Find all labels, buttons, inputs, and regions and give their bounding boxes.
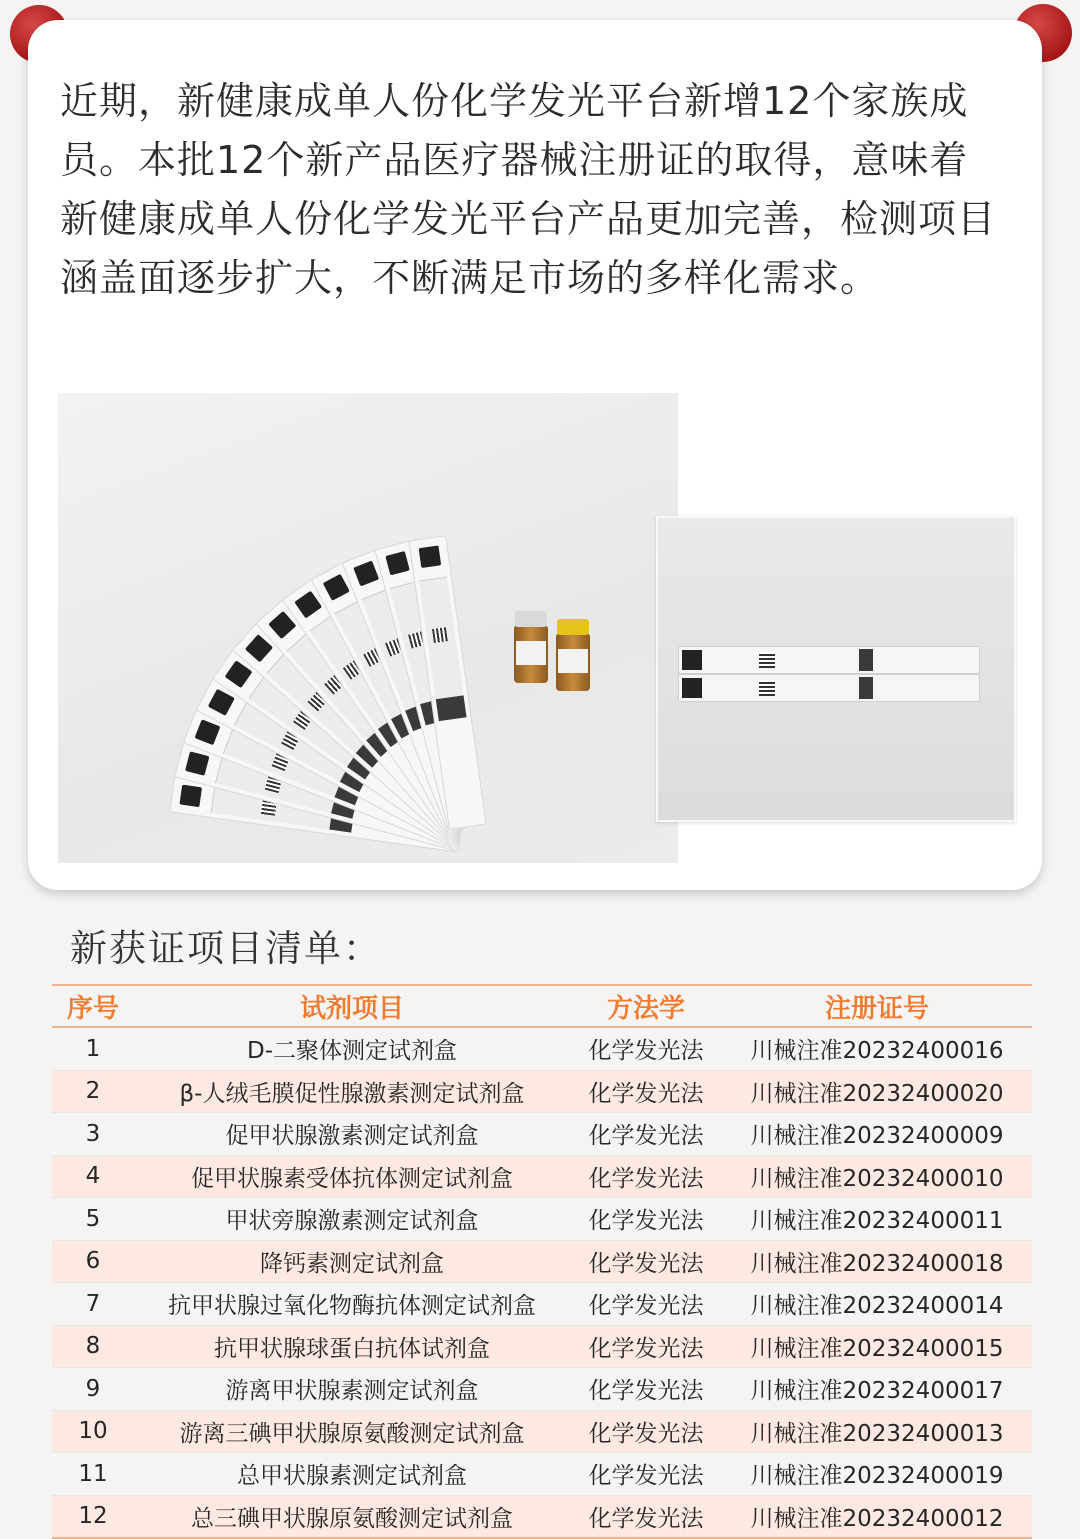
cell-no: 9 xyxy=(85,1375,101,1402)
table-header-row xyxy=(52,985,1032,1027)
list-title: 新获证项目清单： xyxy=(70,927,382,970)
table-row xyxy=(52,1410,1032,1453)
certified-items-table xyxy=(52,984,1032,1539)
cell-no: 10 xyxy=(78,1418,108,1445)
cell-item: 促甲状腺素受体抗体测定试剂盒 xyxy=(191,1165,513,1192)
cell-item: 总甲状腺素测定试剂盒 xyxy=(237,1463,467,1490)
cell-method: 化学发光法 xyxy=(588,1208,704,1235)
table-row xyxy=(52,1155,1032,1198)
cell-registration: 川械注准20232400016 xyxy=(750,1038,1004,1065)
cell-item: 游离三碘甲状腺原氨酸测定试剂盒 xyxy=(179,1420,525,1447)
cell-method: 化学发光法 xyxy=(588,1378,704,1405)
intro-paragraph: 近期，新健康成单人份化学发光平台新增12个家族成员。本批12个新产品医疗器械注册证的取得，意味着新健康成单人份化学发光平台产品更加完善，检测项目涵盖面逐步扩大，不断满足市场的多样化需求。 xyxy=(60,79,997,300)
cell-item: 促甲状腺激素测定试剂盒 xyxy=(225,1123,479,1150)
header-method: 方法学 xyxy=(606,993,685,1024)
cell-registration: 川械注准20232400012 xyxy=(750,1505,1004,1532)
cell-registration: 川械注准20232400019 xyxy=(750,1463,1004,1490)
cell-method: 化学发光法 xyxy=(588,1165,704,1192)
cell-method: 化学发光法 xyxy=(588,1123,704,1150)
cell-no: 4 xyxy=(85,1163,101,1190)
cell-method: 化学发光法 xyxy=(588,1335,704,1362)
cell-registration: 川械注准20232400017 xyxy=(750,1378,1004,1405)
cell-no: 6 xyxy=(85,1248,101,1275)
cell-item: 抗甲状腺球蛋白抗体试剂盒 xyxy=(214,1335,490,1362)
header-item: 试剂项目 xyxy=(299,993,404,1024)
cell-registration: 川械注准20232400018 xyxy=(750,1250,1004,1277)
cell-registration: 川械注准20232400011 xyxy=(750,1208,1004,1235)
table-row xyxy=(52,1495,1032,1538)
cell-registration: 川械注准20232400020 xyxy=(750,1080,1004,1107)
product-photo-fan xyxy=(58,393,678,863)
cell-method: 化学发光法 xyxy=(588,1250,704,1277)
table-row xyxy=(52,1027,1032,1070)
reagent-strip-horizontal xyxy=(678,646,980,674)
table-row xyxy=(52,1325,1032,1368)
cell-no: 1 xyxy=(85,1035,101,1062)
cell-method: 化学发光法 xyxy=(588,1463,704,1490)
cell-registration: 川械注准20232400014 xyxy=(750,1293,1004,1320)
reagent-vial-brown xyxy=(514,625,548,683)
cell-method: 化学发光法 xyxy=(588,1505,704,1532)
header-registration: 注册证号 xyxy=(824,993,929,1024)
cell-no: 11 xyxy=(78,1460,108,1487)
cell-no: 7 xyxy=(85,1290,101,1317)
cell-method: 化学发光法 xyxy=(588,1293,704,1320)
reagent-strip-horizontal xyxy=(678,674,980,702)
cell-registration: 川械注准20232400013 xyxy=(750,1420,1004,1447)
table-row xyxy=(52,1283,1032,1326)
cell-registration: 川械注准20232400015 xyxy=(750,1335,1004,1362)
cell-registration: 川械注准20232400010 xyxy=(750,1165,1004,1192)
table-row xyxy=(52,1070,1032,1113)
header-no: 序号 xyxy=(66,993,119,1024)
table-row xyxy=(52,1368,1032,1411)
cell-no: 8 xyxy=(85,1333,101,1360)
cell-item: 降钙素测定试剂盒 xyxy=(260,1250,444,1277)
cell-no: 12 xyxy=(78,1503,108,1530)
cell-method: 化学发光法 xyxy=(588,1420,704,1447)
cell-item: 总三碘甲状腺原氨酸测定试剂盒 xyxy=(191,1505,513,1532)
table-row xyxy=(52,1240,1032,1283)
cell-method: 化学发光法 xyxy=(588,1038,704,1065)
cell-item: D-二聚体测定试剂盒 xyxy=(246,1038,457,1065)
cell-no: 3 xyxy=(85,1120,101,1147)
cell-no: 2 xyxy=(85,1078,101,1105)
reagent-vial-yellow xyxy=(556,633,590,691)
cell-item: 抗甲状腺过氧化物酶抗体测定试剂盒 xyxy=(168,1293,536,1320)
cell-no: 5 xyxy=(85,1205,101,1232)
cell-item: 游离甲状腺素测定试剂盒 xyxy=(225,1378,479,1405)
table-row xyxy=(52,1113,1032,1156)
product-photo-strips xyxy=(656,516,1016,822)
cell-registration: 川械注准20232400009 xyxy=(750,1123,1004,1150)
cell-item: 甲状旁腺激素测定试剂盒 xyxy=(225,1208,479,1235)
table-row xyxy=(52,1198,1032,1241)
cell-method: 化学发光法 xyxy=(588,1080,704,1107)
table-row xyxy=(52,1453,1032,1496)
cell-item: β-人绒毛膜促性腺激素测定试剂盒 xyxy=(179,1080,525,1107)
